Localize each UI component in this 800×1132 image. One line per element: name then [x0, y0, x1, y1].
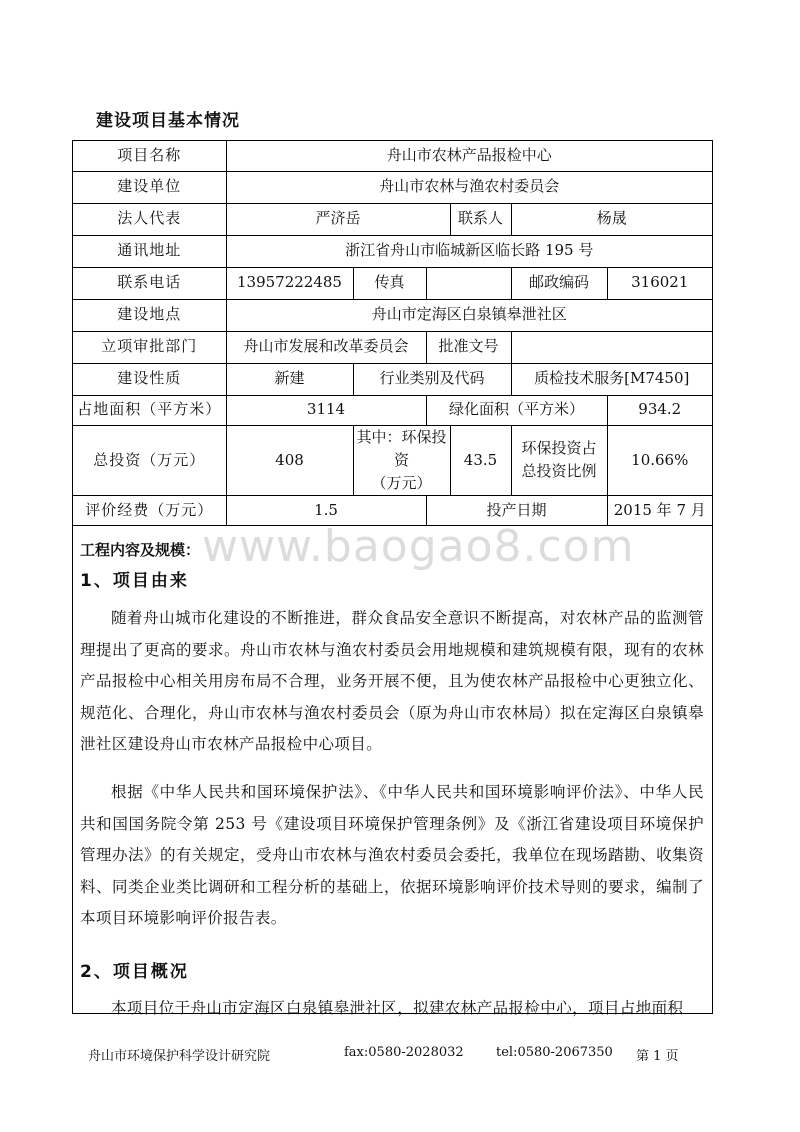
- contact-value: 杨晟: [511, 203, 712, 235]
- approval-no-label: 批准文号: [426, 331, 511, 363]
- project-name-value: 舟山市农林产品报检中心: [226, 141, 712, 171]
- phone-label: 联系电话: [73, 267, 226, 299]
- table-row: [73, 331, 712, 363]
- watermark: www.baogao8.com: [202, 521, 635, 572]
- table-row: [73, 141, 712, 171]
- env-investment-label: [353, 425, 450, 496]
- approval-dept-value: 舟山市发展和改革委员会: [226, 331, 426, 363]
- nature-value: 新建: [226, 363, 353, 395]
- postal-code-label: 邮政编码: [511, 267, 607, 299]
- env-ratio-label-line2: 总投资比例: [521, 462, 597, 481]
- env-investment-value: 43.5: [450, 425, 511, 496]
- section-heading-overview: 2、项目概况: [80, 962, 189, 982]
- construction-unit-value: 舟山市农林与渔农村委员会: [226, 171, 712, 203]
- area-value: 3114: [226, 395, 426, 425]
- investment-value: 408: [226, 425, 353, 496]
- phone-value: 13957222485: [226, 267, 353, 299]
- table-row: [73, 267, 712, 299]
- address-value: 浙江省舟山市临城新区临长路 195 号: [226, 235, 712, 267]
- investment-label: 总投资（万元）: [73, 425, 226, 496]
- fax-label: 传真: [353, 267, 426, 299]
- assessment-cost-value: 1.5: [226, 496, 426, 526]
- table-row: [73, 496, 712, 526]
- industry-value: 质检技术服务[M7450]: [511, 363, 712, 395]
- production-date-label: 投产日期: [426, 496, 607, 526]
- section-heading-origin: 1、项目由来: [80, 571, 189, 591]
- postal-code-value: 316021: [607, 267, 712, 299]
- footer-page-number: 第 1 页: [636, 1049, 679, 1064]
- footer-tel: tel:0580-2067350: [496, 1045, 613, 1060]
- legal-rep-value: 严济岳: [226, 203, 450, 235]
- legal-rep-label: 法人代表: [73, 203, 226, 235]
- location-value: 舟山市定海区白泉镇皋泄社区: [226, 299, 712, 331]
- table-row: [73, 235, 712, 267]
- fax-value: [426, 267, 511, 299]
- project-info-table: [73, 141, 712, 526]
- location-label: 建设地点: [73, 299, 226, 331]
- page-title: 建设项目基本情况: [96, 111, 240, 131]
- industry-label: 行业类别及代码: [353, 363, 511, 395]
- area-label: 占地面积（平方米）: [73, 395, 226, 425]
- table-row: [73, 363, 712, 395]
- paragraph-overview: 本项目位于舟山市定海区白泉镇皋泄社区，拟建农林产品报检中心，项目占地面积: [111, 999, 684, 1017]
- project-name-label: 项目名称: [73, 141, 226, 171]
- green-area-label: 绿化面积（平方米）: [426, 395, 607, 425]
- env-ratio-label: [511, 425, 607, 496]
- footer-org: 舟山市环境保护科学设计研究院: [88, 1049, 271, 1064]
- approval-no-value: [511, 331, 712, 363]
- footer-fax: fax:0580-2028032: [344, 1045, 464, 1060]
- env-ratio-value: 10.66%: [607, 425, 712, 496]
- green-area-value: 934.2: [607, 395, 712, 425]
- info-frame: [72, 140, 713, 1014]
- table-row: [73, 395, 712, 425]
- env-investment-label-line1: 其中：环保投资: [356, 427, 447, 469]
- table-row: [73, 203, 712, 235]
- table-row: [73, 299, 712, 331]
- table-row: [73, 171, 712, 203]
- approval-dept-label: 立项审批部门: [73, 331, 226, 363]
- content-heading: 工程内容及规模：: [80, 541, 201, 559]
- production-date-value: 2015 年 7 月: [607, 496, 712, 526]
- construction-unit-label: 建设单位: [73, 171, 226, 203]
- env-ratio-label-line1: 环保投资占: [521, 439, 597, 458]
- paragraph-basis: 根据《中华人民共和国环境保护法》、《中华人民共和国环境影响评价法》、中华人民共和国国务院令第 253 号《建设项目环境保护管理条例》及《浙江省建设项目环境保护管理办法》的有关规定，受舟山市农林与渔农村委员会委托，我单位在现场踏勘、收集资料、同类企业类比调研和工程分析的基础上，依据环境影响评价技术导则的要求，编制了本项目环境影响评价报告表。: [80, 783, 704, 927]
- paragraph-origin: 随着舟山城市化建设的不断推进，群众食品安全意识不断提高，对农林产品的监测管理提出了更高的要求。舟山市农林与渔农村委员会用地规模和建筑规模有限，现有的农林产品报检中心相关用房布局不合理，业务开展不便，且为使农林产品报检中心更独立化、规范化、合理化，舟山市农林与渔农村委员会（原为舟山市农林局）拟在定海区白泉镇皋泄社区建设舟山市农林产品报检中心项目。: [80, 609, 704, 753]
- table-row: [73, 425, 712, 496]
- env-investment-label-line2: （万元）: [371, 474, 432, 492]
- address-label: 通讯地址: [73, 235, 226, 267]
- nature-label: 建设性质: [73, 363, 226, 395]
- contact-label: 联系人: [450, 203, 511, 235]
- assessment-cost-label: 评价经费（万元）: [73, 496, 226, 526]
